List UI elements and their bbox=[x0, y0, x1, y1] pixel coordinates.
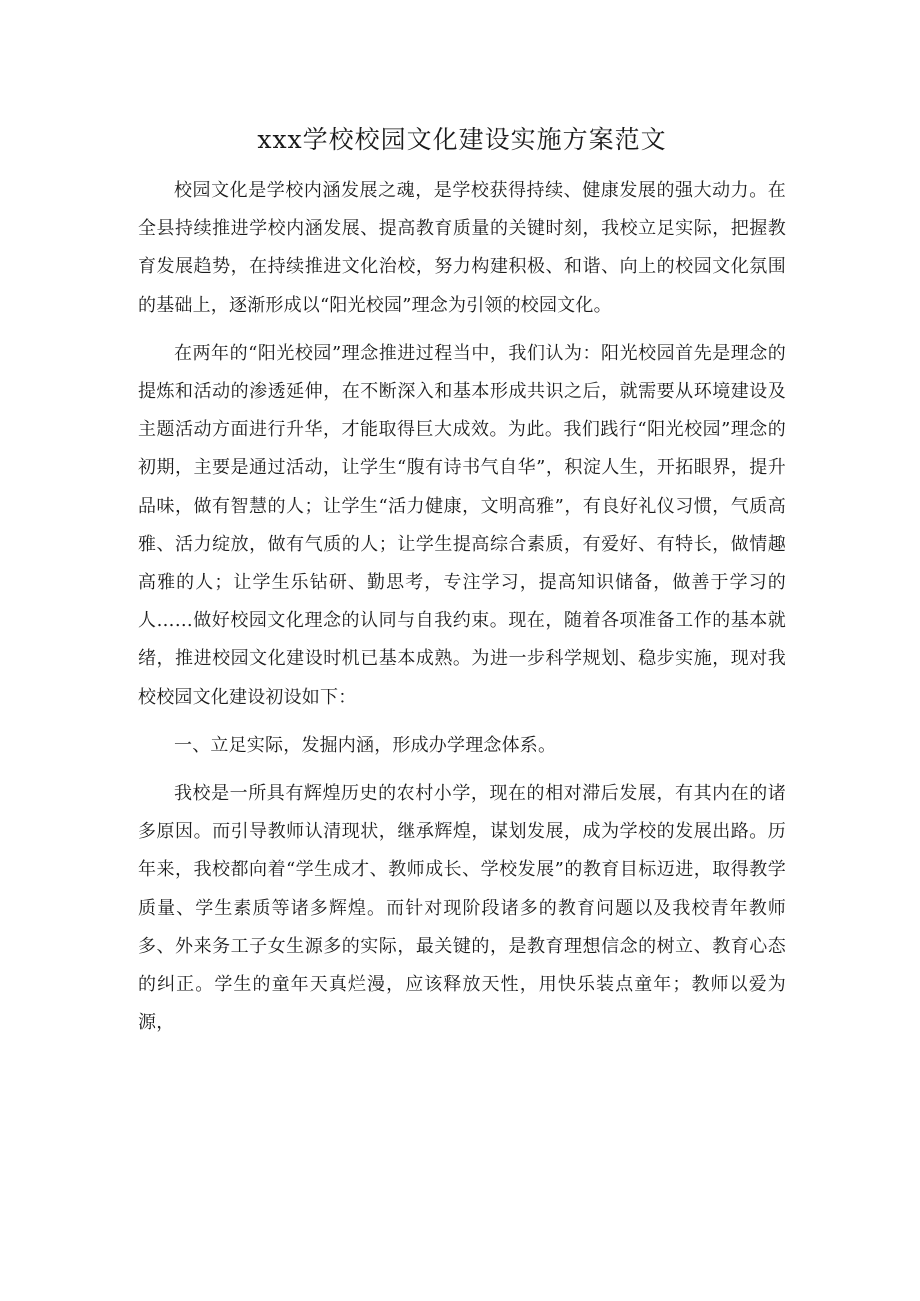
paragraph-intro: 校园文化是学校内涵发展之魂，是学校获得持续、健康发展的强大动力。在全县持续推进学校内涵发展、提高教育质量的关键时刻，我校立足实际，把握教育发展趋势，在持续推进文化治校，努力构建积极、和谐、向上的校园文化氛围的基础上，逐渐形成以“阳光校园”理念为引领的校园文化。 bbox=[138, 180, 786, 316]
document-title: xxx学校校园文化建设实施方案范文 bbox=[257, 125, 667, 154]
paragraph-sunshine-campus: 在两年的“阳光校园”理念推进过程当中，我们认为：阳光校园首先是理念的提炼和活动的渗透延伸，在不断深入和基本形成共识之后，就需要从环境建设及主题活动方面进行升华，才能取得巨大成效。为此。我们践行“阳光校园”理念的初期，主要是通过活动，让学生“腹有诗书气自华”，积淀人生，开拓眼界，提升品味，做有智慧的人；让学生“活力健康，文明高雅”，有良好礼仪习惯，气质高雅、活力绽放，做有气质的人；让学生提高综合素质，有爱好、有特长，做情趣高雅的人；让学生乐钻研、勤思考，专注学习，提高知识储备，做善于学习的人……做好校园文化理念的认同与自我约束。现在，随着各项准备工作的基本就绪，推进校园文化建设时机已基本成熟。为进一步科学规划、稳步实施，现对我校校园文化建设初设如下： bbox=[138, 342, 786, 708]
section-heading-1: 一、立足实际，发掘内涵，形成办学理念体系。 bbox=[174, 734, 557, 756]
document-page bbox=[138, 118, 786, 1052]
paragraph-school-background: 我校是一所具有辉煌历史的农村小学，现在的相对滞后发展，有其内在的诸多原因。而引导教师认清现状，继承辉煌，谋划发展，成为学校的发展出路。历年来，我校都向着“学生成才、教师成长、学校发展”的教育目标迈进，取得教学质量、学生素质等诸多辉煌。而针对现阶段诸多的教育问题以及我校青年教师多、外来务工子女生源多的实际，最关键的，是教育理想信念的树立、教育心态的纠正。学生的童年天真烂漫，应该释放天性，用快乐装点童年；教师以爱为源， bbox=[138, 783, 786, 1034]
